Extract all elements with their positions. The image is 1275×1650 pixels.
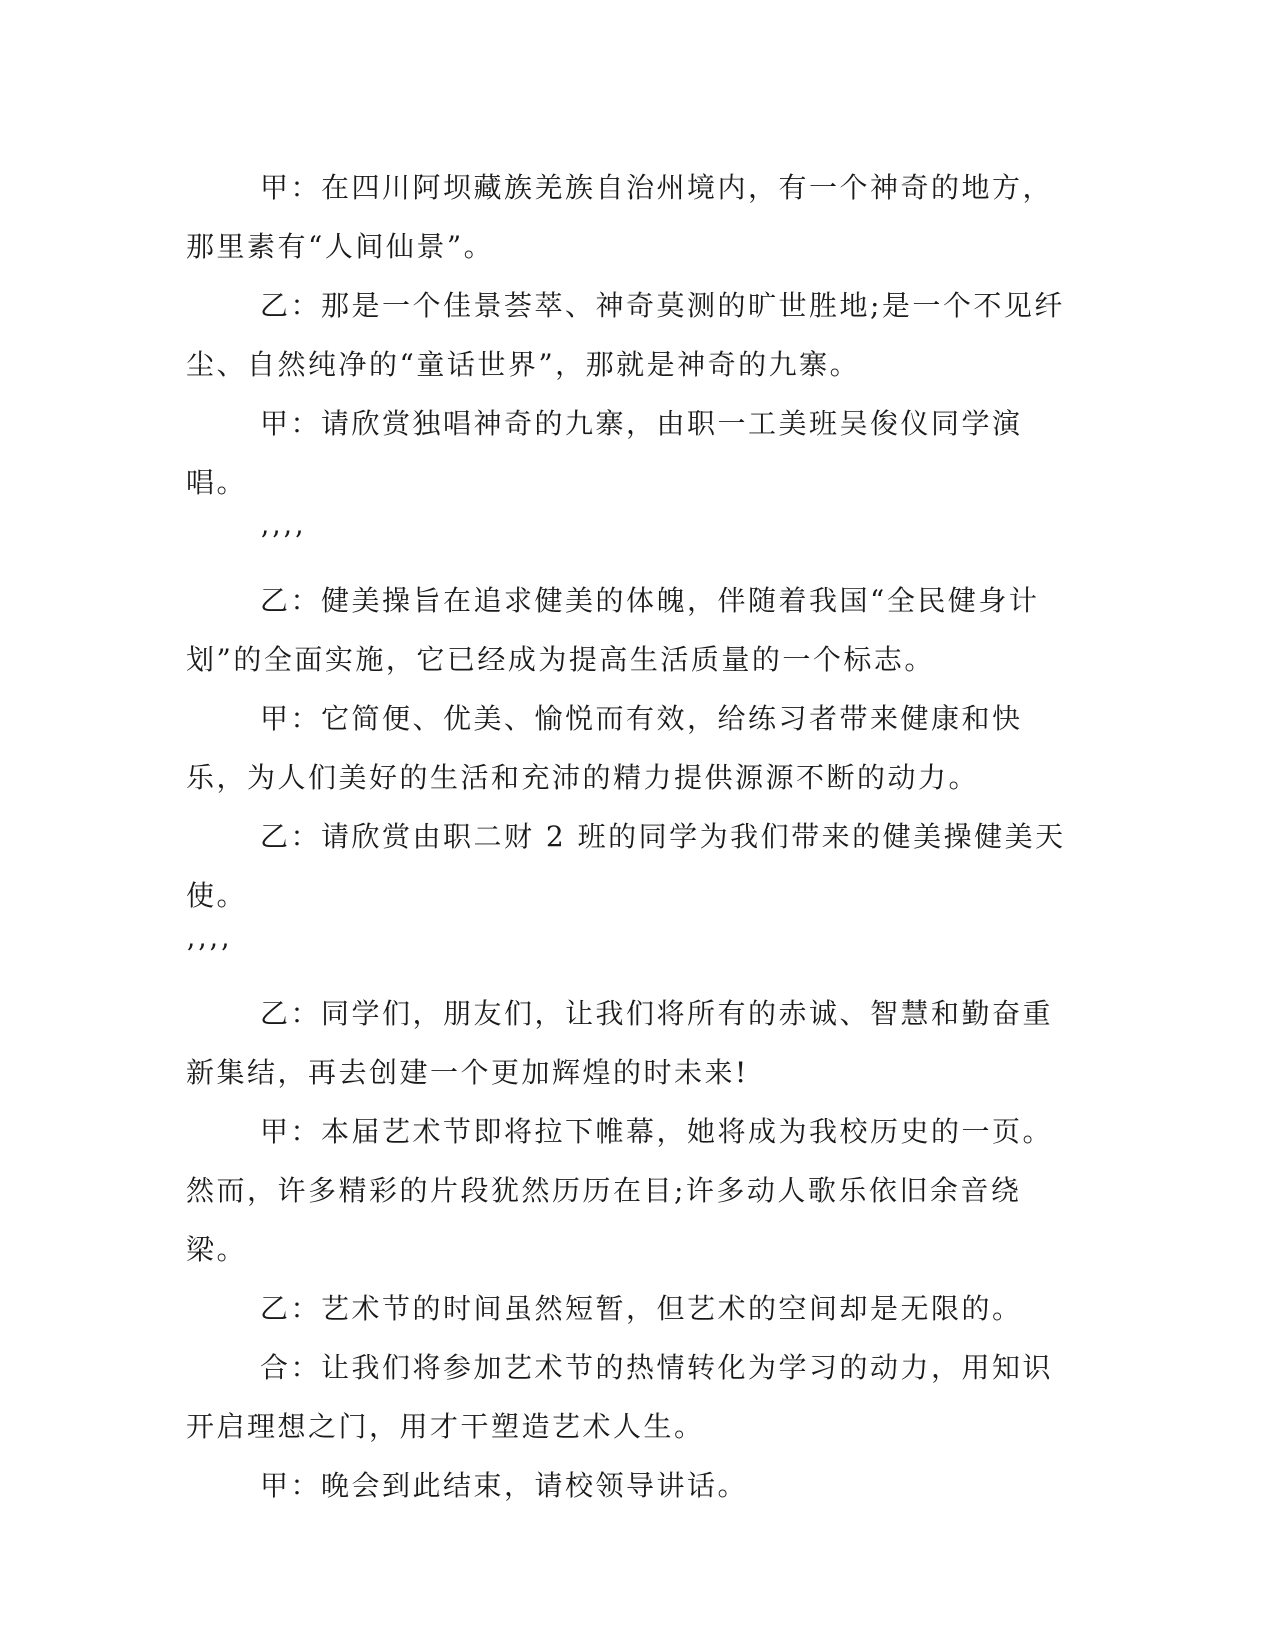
paragraph: 乙：艺术节的时间虽然短暂，但艺术的空间却是无限的。 xyxy=(260,1292,1023,1325)
paragraph: 甲：它简便、优美、愉悦而有效，给练习者带来健康和快乐，为人们美好的生活和充沛的精力提供源源不断的动力。 xyxy=(186,702,1023,794)
paragraph: 乙：健美操旨在追求健美的体魄，伴随着我国“全民健身计划”的全面实施，它已经成为提高生活质量的一个标志。 xyxy=(186,584,1040,676)
paragraph: 乙：同学们，朋友们，让我们将所有的赤诚、智慧和勤奋重新集结，再去创建一个更加辉煌的时未来! xyxy=(186,997,1054,1089)
paragraph: 甲：请欣赏独唱神奇的九寨，由职一工美班吴俊仪同学演唱。 xyxy=(186,407,1023,499)
ellipsis-marks: ’’’’ xyxy=(260,525,306,558)
paragraph: 乙：那是一个佳景荟萃、神奇莫测的旷世胜地;是一个不见纤尘、自然纯净的“童话世界”，那就是神奇的九寨。 xyxy=(186,289,1065,381)
paragraph: 合：让我们将参加艺术节的热情转化为学习的动力，用知识开启理想之门，用才干塑造艺术人生。 xyxy=(186,1351,1054,1443)
paragraph: 甲：在四川阿坝藏族羌族自治州境内，有一个神奇的地方，那里素有“人间仙景”。 xyxy=(186,171,1054,263)
script-body xyxy=(186,158,1066,1515)
ellipsis-marks: ’’’’ xyxy=(186,938,232,971)
paragraph: 乙：请欣赏由职二财 2 班的同学为我们带来的健美操健美天使。 xyxy=(186,820,1066,912)
paragraph: 甲：晚会到此结束，请校领导讲话。 xyxy=(260,1469,749,1502)
paragraph: 甲：本届艺术节即将拉下帷幕，她将成为我校历史的一页。然而，许多精彩的片段犹然历历在目;许多动人歌乐依旧余音绕梁。 xyxy=(186,1115,1054,1266)
